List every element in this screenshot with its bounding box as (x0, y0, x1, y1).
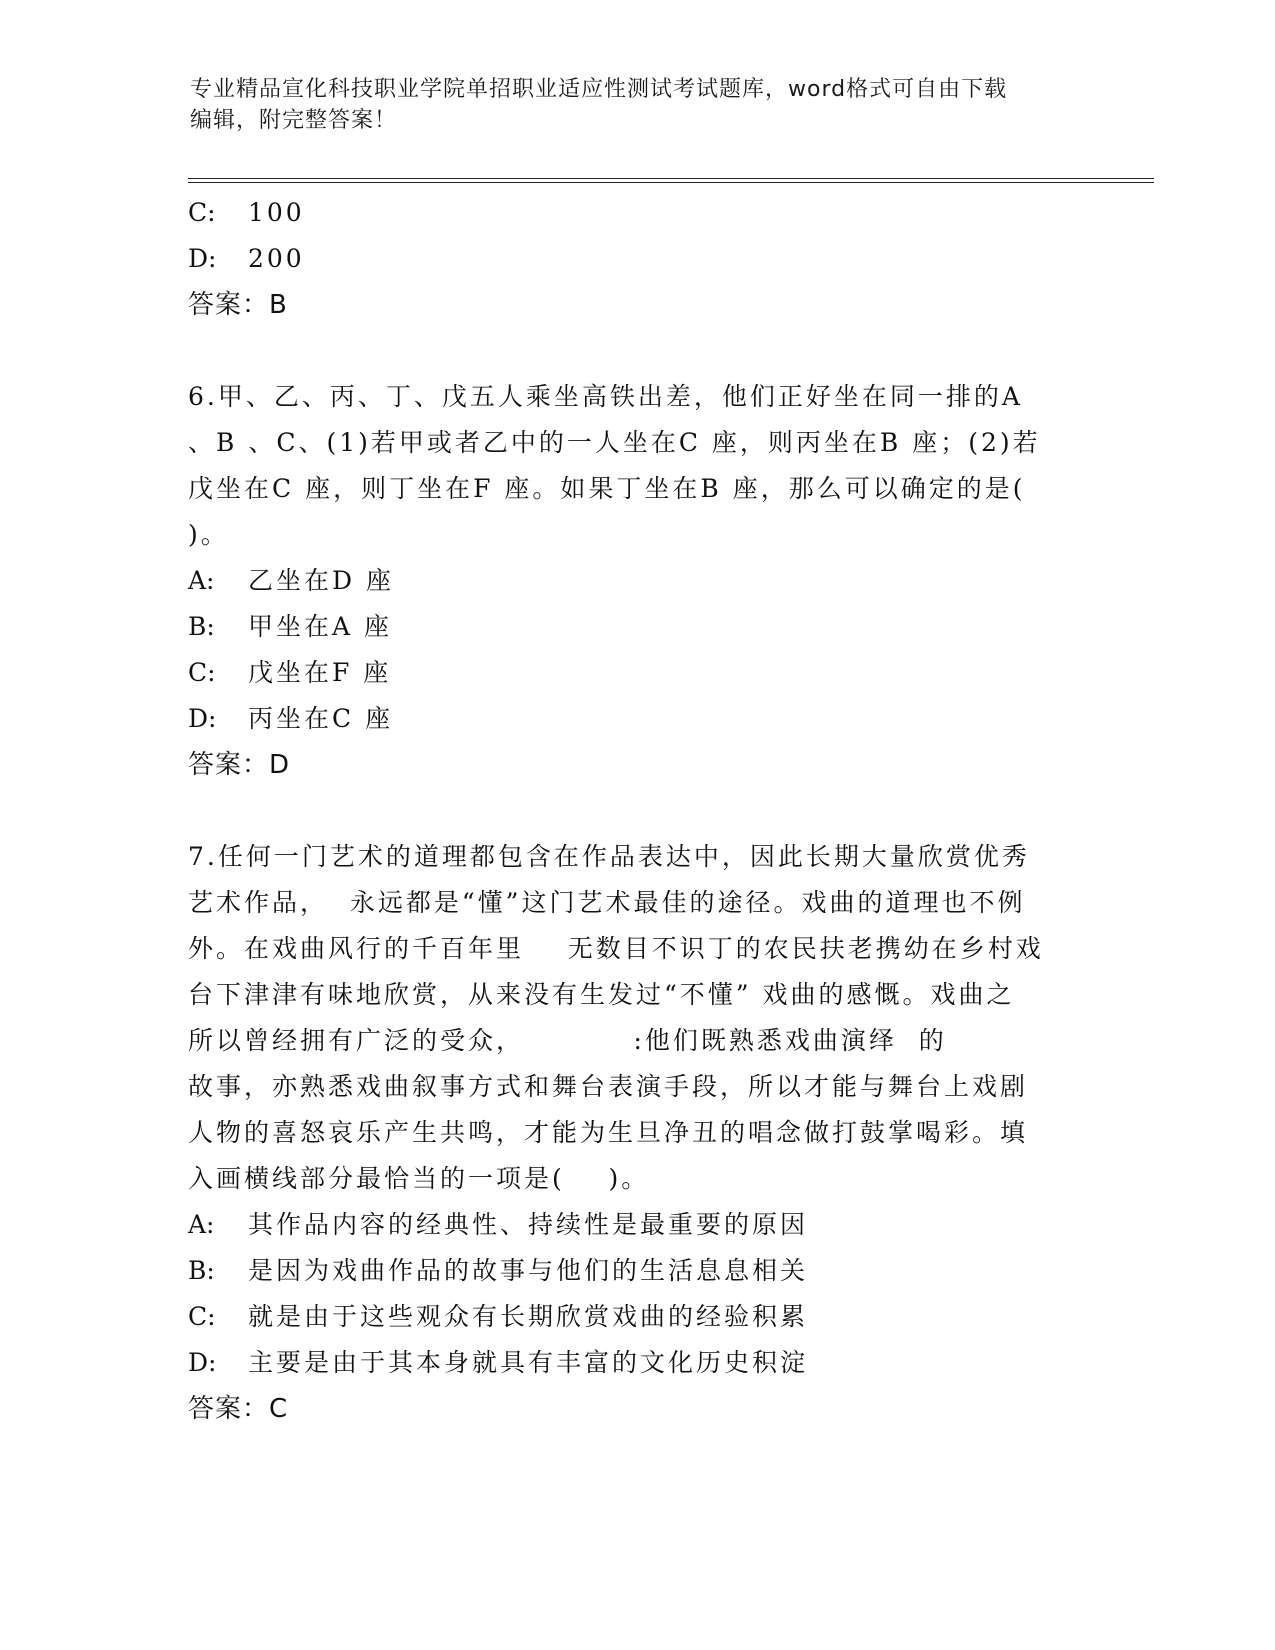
option-letter: D: (188, 1348, 217, 1377)
option-letter: B: (188, 1256, 215, 1285)
option-text: 戊坐在F 座 (248, 658, 392, 687)
question-7-line-5: 所以曾经拥有广泛的受众， :他们既熟悉戏曲演绎 的 (188, 1026, 947, 1055)
option-a (188, 558, 1088, 604)
option-text: 主要是由于其本身就具有丰富的文化历史积淀 (248, 1348, 809, 1377)
option-text: 乙坐在D 座 (248, 566, 394, 595)
question-7-line-8: 入画横线部分最恰当的一项是( )。 (188, 1164, 650, 1193)
option-text: 甲坐在A 座 (248, 612, 393, 641)
question-7-line-7: 人物的喜怒哀乐产生共鸣，才能为生旦净丑的唱念做打鼓掌喝彩。填 (188, 1118, 1029, 1147)
spacer (188, 328, 1088, 374)
answer-line: 答案：B (188, 290, 288, 320)
header-divider-top (188, 178, 1154, 179)
header-line-2: 编辑，附完整答案！ (190, 108, 398, 133)
option-letter: C: (188, 1302, 216, 1331)
option-letter: D: (188, 704, 217, 733)
option-text: 200 (248, 244, 305, 273)
option-letter: A: (188, 566, 215, 595)
question-6-line-4: )。 (188, 520, 229, 549)
option-text: 100 (248, 198, 305, 227)
answer-line: 答案：C (188, 1394, 289, 1424)
document-body (188, 190, 1088, 1432)
question-6-line-1: 6.甲、乙、丙、丁、戊五人乘坐高铁出差，他们正好坐在同一排的A (188, 382, 1023, 411)
option-letter: C: (188, 198, 216, 227)
option-b (188, 1248, 1088, 1294)
question-6-line-2: 、B 、C、(1)若甲或者乙中的一人坐在C 座，则丙坐在B 座；(2)若 (188, 428, 1041, 457)
question-7-line-4: 台下津津有味地欣赏，从来没有生发过“不懂” 戏曲的感慨。戏曲之 (188, 980, 1015, 1009)
option-b (188, 604, 1088, 650)
header-line-1: 专业精品宣化科技职业学院单招职业适应性测试考试题库，word格式可自由下载 (190, 77, 1008, 102)
question-7-line-1: 7.任何一门艺术的道理都包含在作品表达中，因此长期大量欣赏优秀 (188, 842, 1030, 871)
option-letter: C: (188, 658, 216, 687)
question-7-line-6: 故事，亦熟悉戏曲叙事方式和舞台表演手段，所以才能与舞台上戏剧 (188, 1072, 1029, 1101)
option-text: 是因为戏曲作品的故事与他们的生活息息相关 (248, 1256, 809, 1285)
option-d (188, 696, 1088, 742)
header-divider-bottom (188, 182, 1154, 183)
question-7-line-3: 外。在戏曲风行的千百年里 无数目不识丁的农民扶老携幼在乡村戏 (188, 934, 1044, 963)
answer-line: 答案：D (188, 750, 291, 780)
option-d (188, 236, 1088, 282)
option-text: 其作品内容的经典性、持续性是最重要的原因 (248, 1210, 809, 1239)
option-c (188, 650, 1088, 696)
option-a (188, 1202, 1088, 1248)
question-6-line-3: 戊坐在C 座，则丁坐在F 座。如果丁坐在B 座，那么可以确定的是( (188, 474, 1026, 503)
option-c (188, 190, 1088, 236)
option-letter: D: (188, 244, 217, 273)
option-c (188, 1294, 1088, 1340)
option-letter: B: (188, 612, 215, 641)
spacer (188, 788, 1088, 834)
option-letter: A: (188, 1210, 215, 1239)
question-7-line-2: 艺术作品， 永远都是“懂”这门艺术最佳的途径。戏曲的道理也不例 (188, 888, 1026, 917)
option-text: 丙坐在C 座 (248, 704, 394, 733)
option-text: 就是由于这些观众有长期欣赏戏曲的经验积累 (248, 1302, 809, 1331)
document-header (190, 74, 1090, 136)
option-d (188, 1340, 1088, 1386)
